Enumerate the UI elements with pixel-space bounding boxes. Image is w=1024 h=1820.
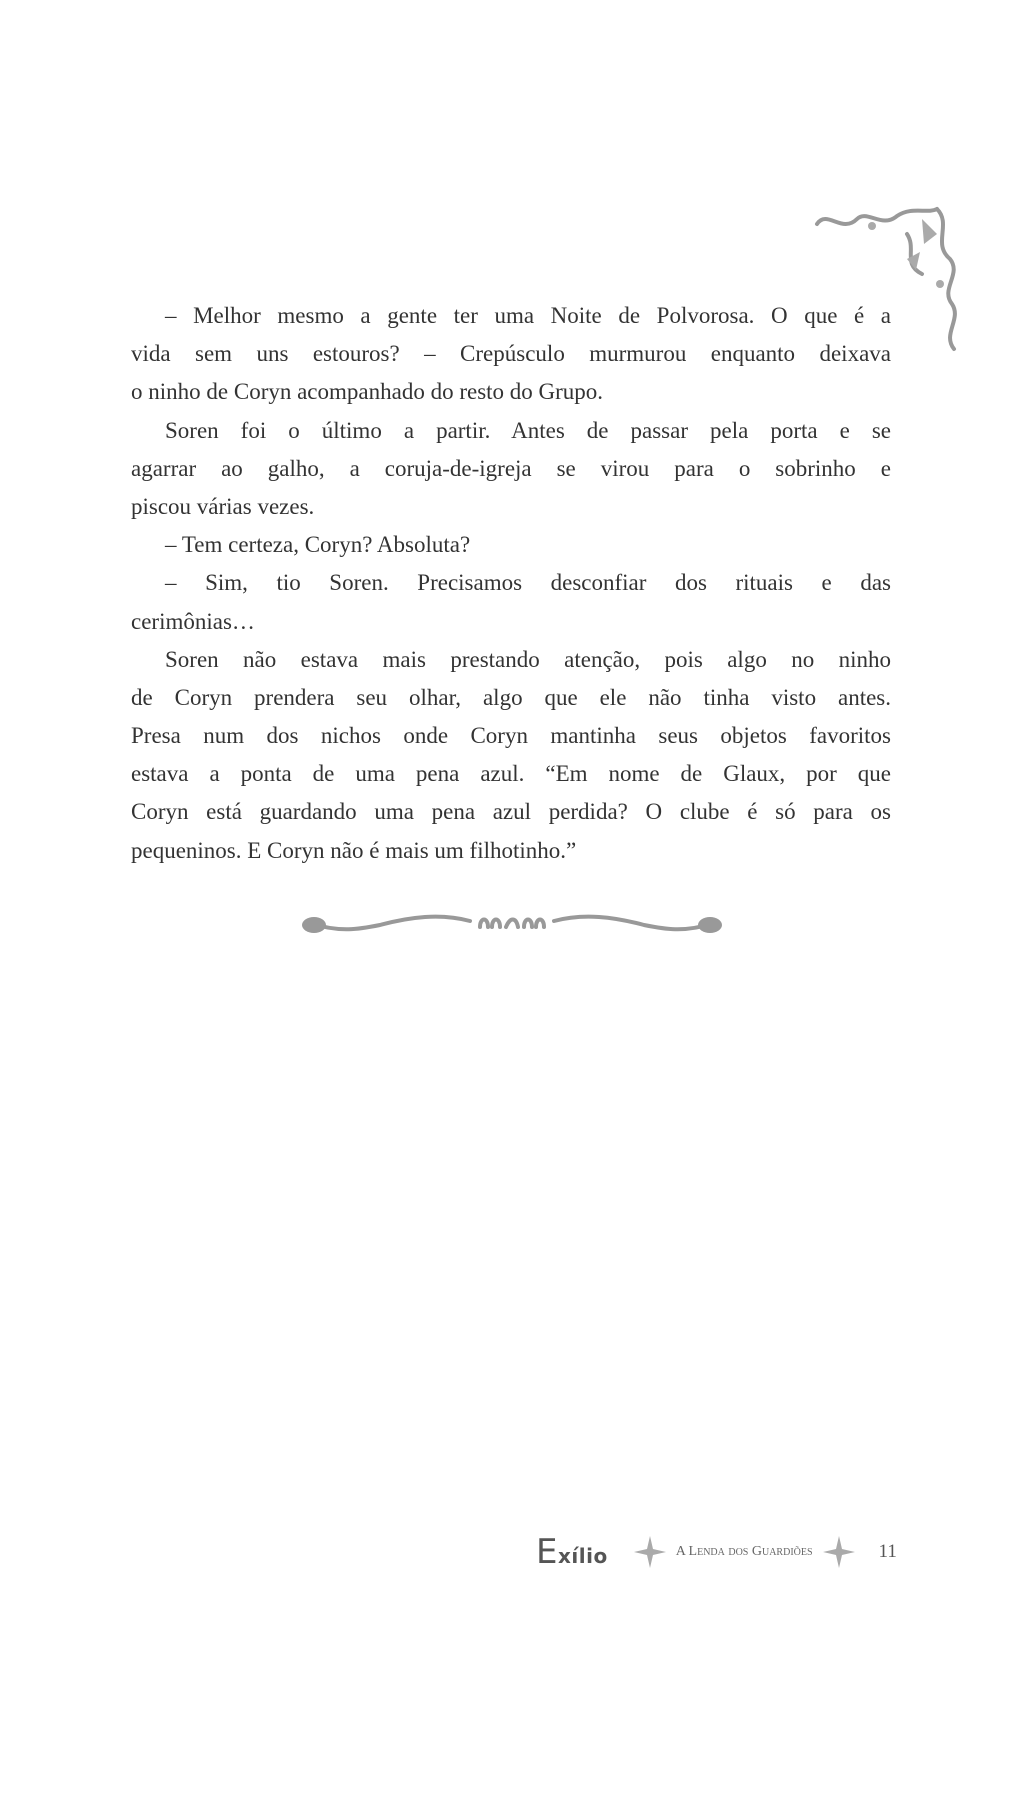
paragraph xyxy=(131,297,891,412)
compass-star-icon xyxy=(821,1534,857,1570)
text-line: – Melhor mesmo a gente ter uma Noite de Polvorosa. O que é a xyxy=(165,303,891,328)
page-number: 11 xyxy=(878,1541,897,1562)
book-title-initial: E xyxy=(536,1532,558,1572)
text-line: o ninho de Coryn acompanhado do resto do Grupo. xyxy=(131,379,604,405)
book-title xyxy=(536,1532,608,1572)
series-title: A Lenda dos Guardiões xyxy=(675,1544,813,1559)
compass-star-icon xyxy=(632,1534,668,1570)
text-line: cerimônias… xyxy=(131,608,255,634)
paragraph xyxy=(131,564,891,640)
text-line: – Sim, tio Soren. Precisamos desconfiar dos rituais e das xyxy=(165,570,891,596)
paragraph xyxy=(131,641,891,870)
text-line: vida sem uns estouros? – Crepúsculo murmurou enquanto deixava xyxy=(131,341,891,367)
section-divider-ornament xyxy=(300,905,724,941)
text-line: pequeninos. E Coryn não é mais um filhotinho.” xyxy=(131,837,577,863)
text-line: Coryn está guardando uma pena azul perdida? O clube é só para os xyxy=(131,799,891,825)
text-line: Soren foi o último a partir. Antes de passar pela porta e se xyxy=(165,417,891,443)
page-footer xyxy=(536,1532,897,1572)
paragraph xyxy=(131,526,891,564)
chapter-text xyxy=(131,297,891,870)
text-line: de Coryn prendera seu olhar, algo que ele não tinha visto antes. xyxy=(131,684,891,710)
paragraph xyxy=(131,412,891,527)
book-title-rest: xílio xyxy=(557,1544,608,1568)
text-line: – Tem certeza, Coryn? Absoluta? xyxy=(165,532,471,558)
text-line: Soren não estava mais prestando atenção, pois algo no ninho xyxy=(165,646,891,672)
text-line: estava a ponta de uma pena azul. “Em nome de Glaux, por que xyxy=(131,761,891,787)
text-line: agarrar ao galho, a coruja-de-igreja se virou para o sobrinho e xyxy=(131,455,891,481)
text-line: piscou várias vezes. xyxy=(131,493,315,519)
text-line: Presa num dos nichos onde Coryn mantinha seus objetos favoritos xyxy=(131,723,891,749)
